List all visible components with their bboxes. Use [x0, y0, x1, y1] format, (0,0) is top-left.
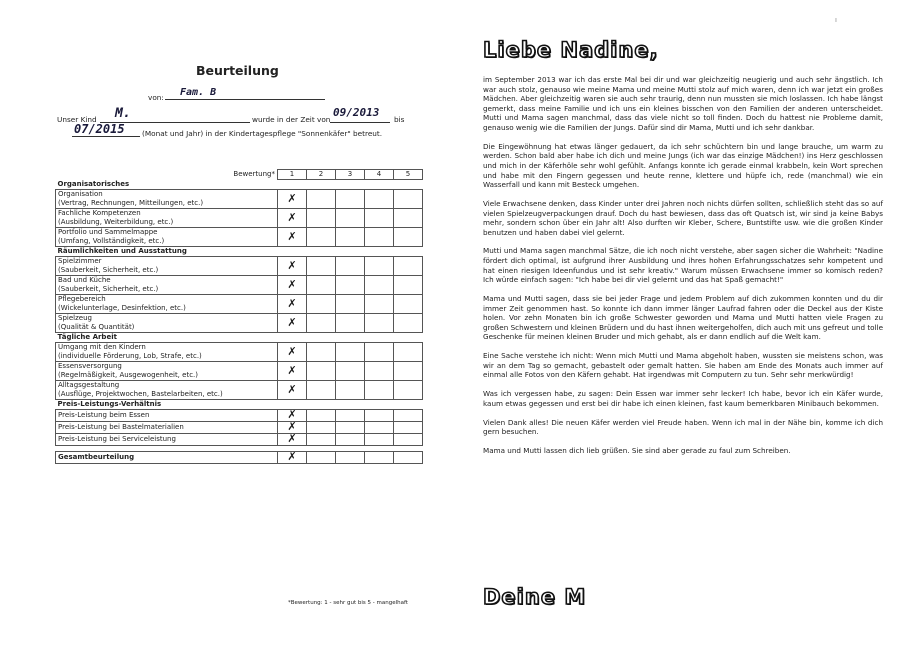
row-label: Alltagsgestaltung	[58, 381, 120, 389]
rating-cell-5[interactable]	[394, 381, 423, 400]
rating-cell-2[interactable]	[307, 410, 336, 422]
rating-cell-1[interactable]	[278, 276, 307, 295]
cross-mark: ✗	[287, 296, 297, 310]
rating-cell-4[interactable]	[365, 362, 394, 381]
rating-cell-5[interactable]	[394, 276, 423, 295]
row-sublabel: (Qualität & Quantität)	[58, 323, 135, 331]
scale-3: 3	[336, 170, 365, 180]
rating-cell-5[interactable]	[394, 343, 423, 362]
rating-cell-2[interactable]	[307, 190, 336, 209]
rating-header: Bewertung*	[233, 170, 275, 178]
rating-cell-1[interactable]	[278, 209, 307, 228]
line2-post: (Monat und Jahr) in der Kindertagespflege "Sonnenkäfer" betreut.	[142, 129, 383, 138]
cross-mark: ✗	[287, 432, 297, 445]
overall-label: Gesamtbeurteilung	[56, 452, 278, 464]
von-underline	[165, 99, 325, 100]
letter-body	[483, 75, 883, 465]
rating-cell-1[interactable]	[278, 314, 307, 333]
rating-cell-3[interactable]	[336, 257, 365, 276]
table-row	[56, 410, 423, 422]
rating-cell-5[interactable]	[394, 434, 423, 446]
table-row	[56, 257, 423, 276]
letter-paragraph: im September 2013 war ich das erste Mal bei dir und war gleichzeitig neugierig und auch sehr ängstlich. Ich war auch stolz, genauso wie meine Mama und meine Mutti stolz auf mich waren, denn ich war jetzt ein großes Mädchen. Aber gleichzeitig waren sie auch sehr traurig, denn nun mussten sie mich loslassen. Ich habe längst gemerkt, dass meine Familie und ich uns ein kleines bisschen von den Familien der anderen unterscheidet. Mutti und Mama sagen manchmal, dass das viele nicht so toll finden. Doch du hattest nie Probleme damit, genauso wenig wie die Familien der Jungs. Dafür sind dir Mama, Mutti und ich sehr dankbar.	[483, 75, 883, 132]
scale-5: 5	[394, 170, 423, 180]
rating-cell-3[interactable]	[336, 190, 365, 209]
row-sublabel: (Ausflüge, Projektwochen, Bastelarbeiten, etc.)	[58, 390, 223, 398]
end-date-underline	[72, 136, 140, 137]
overall-cell-5[interactable]	[394, 452, 423, 464]
cross-mark: ✗	[287, 315, 297, 329]
line1-pre: Unser Kind	[57, 115, 97, 124]
rating-cell-2[interactable]	[307, 422, 336, 434]
cross-mark: ✗	[287, 450, 297, 463]
rating-cell-5[interactable]	[394, 362, 423, 381]
rating-cell-2[interactable]	[307, 209, 336, 228]
row-sublabel: (individuelle Förderung, Lob, Strafe, etc.)	[58, 352, 202, 360]
rating-cell-3[interactable]	[336, 314, 365, 333]
form-title: Beurteilung	[196, 63, 279, 78]
rating-cell-4[interactable]	[365, 410, 394, 422]
overall-cell-2[interactable]	[307, 452, 336, 464]
letter-paragraph: Mutti und Mama sagen manchmal Sätze, die ich noch nicht verstehe, aber sagen sicher die Wahrheit: "Nadine fördert dich optimal, ist aufgrund ihrer Ausbildung und ihres hohen Erfahrungsschatzes sehr kompetent und hat einen riesigen Ideenfundus und ist sehr kreativ." Warum müssen Erwachsene immer so komisch reden? Ich würde einfach sagen: "Ich habe bei dir viel gelernt und das hat Spaß gemacht!"	[483, 246, 883, 285]
rating-cell-3[interactable]	[336, 434, 365, 446]
rating-cell-4[interactable]	[365, 257, 394, 276]
row-label: Essensversorgung	[58, 362, 122, 370]
row-label: Portfolio und Sammelmappe	[58, 228, 158, 236]
section-title: Preis-Leistungs-Verhältnis	[56, 400, 423, 410]
rating-table	[55, 169, 423, 464]
table-row	[56, 190, 423, 209]
rating-cell-3[interactable]	[336, 362, 365, 381]
rating-cell-3[interactable]	[336, 228, 365, 247]
rating-cell-5[interactable]	[394, 209, 423, 228]
rating-cell-4[interactable]	[365, 276, 394, 295]
rating-cell-3[interactable]	[336, 343, 365, 362]
rating-cell-4[interactable]	[365, 190, 394, 209]
row-label: Preis-Leistung bei Serviceleistung	[58, 435, 176, 443]
rating-cell-3[interactable]	[336, 276, 365, 295]
row-label: Umgang mit den Kindern	[58, 343, 146, 351]
row-label: Bad und Küche	[58, 276, 111, 284]
rating-cell-3[interactable]	[336, 209, 365, 228]
von-value: Fam. B	[180, 87, 217, 98]
letter-page	[450, 0, 900, 659]
letter-paragraph: Eine Sache verstehe ich nicht: Wenn mich Mutti und Mama abgeholt haben, wussten sie meistens schon, was wir an dem Tag so gemacht, gebastelt oder gemalt hatten. Sie haben am Ende des Monats auch immer auf einmal alle Fotos von den Käfern gehabt. Hat irgendwas mit Computern zu tun. Sehr sehr merkwürdig!	[483, 351, 883, 380]
letter-paragraph: Mama und Mutti sagen, dass sie bei jeder Frage und jedem Problem auf dich zukommen konnten und du dir immer Zeit genommen hast. So konnte ich dann immer länger Laufrad fahren oder die Deckel aus der Kiste holen. Vor zehn Monaten bin ich große Schwester geworden und Mama und Mutti hatten viele Fragen zu großen Schwestern und kleinen Brüdern und du hast ihnen weitergeholfen, dich auch mit uns gefreut und tolle Geschenke für meinen kleinen Bruder und mich gehabt, als er dann endlich auf die Welt kam.	[483, 294, 883, 342]
rating-cell-1[interactable]	[278, 257, 307, 276]
rating-cell-5[interactable]	[394, 422, 423, 434]
overall-cell-3[interactable]	[336, 452, 365, 464]
section-title: Räumlichkeiten und Ausstattung	[56, 247, 423, 257]
table-row	[56, 362, 423, 381]
rating-cell-5[interactable]	[394, 295, 423, 314]
rating-cell-4[interactable]	[365, 343, 394, 362]
overall-row	[56, 452, 423, 464]
cross-mark: ✗	[287, 258, 297, 272]
letter-paragraph: Mama und Mutti lassen dich lieb grüßen. Sie sind aber gerade zu faul zum Schreiben.	[483, 445, 791, 455]
rating-cell-4[interactable]	[365, 422, 394, 434]
rating-cell-2[interactable]	[307, 228, 336, 247]
table-row	[56, 434, 423, 446]
row-label: Organisation	[58, 190, 103, 198]
rating-cell-3[interactable]	[336, 422, 365, 434]
von-label: von:	[148, 93, 164, 102]
overall-cell-4[interactable]	[365, 452, 394, 464]
letter-paragraph: Die Eingewöhnung hat etwas länger gedauert, da ich sehr schüchtern bin und lange brauche, um warm zu werden. Schon bald aber habe ich dich und meine Jungs (ich war das einzige Mädchen!) ins Herz geschlossen und mich in der Käferhöle sehr wohl gefühlt. Anfangs konnte ich gerade einmal krabbeln, kein Wort sprechen und habe mit den Fingern gegessen und heute renne, klettere und hüpfe ich, rede (manchmal) wie ein Wasserfall und kann mit Besteck umgehen.	[483, 141, 883, 190]
rating-cell-5[interactable]	[394, 410, 423, 422]
letter-paragraph: Viele Erwachsene denken, dass Kinder unter drei Jahren noch nichts dürfen sollten, schließlich steht das so auf vielen Spielzeugverpackungen drauf. Doch du hast bewiesen, dass das oft Quatsch ist, wir sind ja keine Babys mehr, sondern schon über ein Jahr alt! Also durften wir Kleber, Schere, Buntstifte usw. wie die großen Kinder benutzen und haben dabei viel gelernt.	[483, 198, 883, 237]
rating-cell-2[interactable]	[307, 362, 336, 381]
rating-cell-1[interactable]	[278, 362, 307, 381]
cross-mark: ✗	[287, 363, 297, 377]
rating-cell-2[interactable]	[307, 276, 336, 295]
row-sublabel: (Ausbildung, Weiterbildung, etc.)	[58, 218, 174, 226]
rating-cell-2[interactable]	[307, 257, 336, 276]
child-initial: M.	[115, 106, 131, 121]
line1-post: bis	[394, 115, 405, 124]
end-date: 07/2015	[74, 122, 125, 136]
rating-cell-2[interactable]	[307, 434, 336, 446]
rating-cell-4[interactable]	[365, 434, 394, 446]
row-label: Preis-Leistung bei Bastelmaterialien	[58, 423, 184, 431]
rating-cell-3[interactable]	[336, 381, 365, 400]
start-date-underline	[330, 122, 390, 123]
row-sublabel: (Vertrag, Rechnungen, Mitteilungen, etc.)	[58, 199, 204, 207]
rating-cell-1[interactable]	[278, 381, 307, 400]
row-label: Pflegebereich	[58, 295, 106, 303]
cross-mark: ✗	[287, 408, 297, 421]
overall-cell-1[interactable]	[278, 452, 307, 464]
row-sublabel: (Sauberkeit, Sicherheit, etc.)	[58, 285, 159, 293]
rating-cell-1[interactable]	[278, 295, 307, 314]
cross-mark: ✗	[287, 420, 297, 433]
rating-cell-2[interactable]	[307, 314, 336, 333]
rating-cell-1[interactable]	[278, 343, 307, 362]
rating-cell-3[interactable]	[336, 410, 365, 422]
letter-signature: Deine M	[483, 585, 587, 609]
row-sublabel: (Sauberkeit, Sicherheit, etc.)	[58, 266, 159, 274]
rating-cell-5[interactable]	[394, 314, 423, 333]
table-row	[56, 295, 423, 314]
cross-mark: ✗	[287, 229, 297, 243]
scale-2: 2	[307, 170, 336, 180]
table-row	[56, 228, 423, 247]
scale-4: 4	[365, 170, 394, 180]
table-row	[56, 209, 423, 228]
rating-cell-5[interactable]	[394, 228, 423, 247]
rating-cell-3[interactable]	[336, 295, 365, 314]
rating-cell-4[interactable]	[365, 209, 394, 228]
rating-cell-5[interactable]	[394, 190, 423, 209]
rating-cell-2[interactable]	[307, 381, 336, 400]
row-sublabel: (Regelmäßigkeit, Ausgewogenheit, etc.)	[58, 371, 198, 379]
table-row	[56, 422, 423, 434]
cross-mark: ✗	[287, 191, 297, 205]
cross-mark: ✗	[287, 344, 297, 358]
row-label: Spielzimmer	[58, 257, 102, 265]
rating-cell-1[interactable]	[278, 190, 307, 209]
section-title: Tägliche Arbeit	[56, 333, 423, 343]
line1-mid: wurde in der Zeit von	[252, 115, 331, 124]
cross-mark: ✗	[287, 277, 297, 291]
rating-cell-5[interactable]	[394, 257, 423, 276]
table-row	[56, 343, 423, 362]
letter-paragraph: Vielen Dank alles! Die neuen Käfer werden viel Freude haben. Wenn ich mal in der Nähe bin, komme ich dich gern besuchen.	[483, 417, 883, 437]
row-label: Fachliche Kompetenzen	[58, 209, 141, 217]
table-row	[56, 276, 423, 295]
rating-cell-4[interactable]	[365, 228, 394, 247]
rating-cell-1[interactable]	[278, 434, 307, 446]
table-row	[56, 314, 423, 333]
cross-mark: ✗	[287, 210, 297, 224]
letter-greeting: Liebe Nadine,	[483, 38, 659, 62]
row-label: Preis-Leistung beim Essen	[58, 411, 150, 419]
row-sublabel: (Umfang, Vollständigkeit, etc.)	[58, 237, 165, 245]
rating-cell-2[interactable]	[307, 343, 336, 362]
rating-cell-4[interactable]	[365, 314, 394, 333]
row-sublabel: (Wickelunterlage, Desinfektion, etc.)	[58, 304, 186, 312]
rating-footnote: *Bewertung: 1 - sehr gut bis 5 - mangelhaft	[288, 600, 408, 606]
corner-mark: ı	[835, 16, 837, 24]
rating-cell-2[interactable]	[307, 295, 336, 314]
section-title: Organisatorisches	[56, 180, 423, 190]
start-date: 09/2013	[333, 106, 380, 119]
row-label: Spielzeug	[58, 314, 92, 322]
rating-cell-1[interactable]	[278, 228, 307, 247]
rating-cell-4[interactable]	[365, 295, 394, 314]
scale-1: 1	[278, 170, 307, 180]
cross-mark: ✗	[287, 382, 297, 396]
table-row	[56, 381, 423, 400]
letter-paragraph: Was ich vergessen habe, zu sagen: Dein Essen war immer sehr lecker! Ich habe, bevor ich ein Käfer wurde, kaum etwas gegessen und erst bei dir habe ich einen kleinen, fast kaum bemerkbaren Minibauch bekommen.	[483, 389, 883, 408]
rating-cell-4[interactable]	[365, 381, 394, 400]
